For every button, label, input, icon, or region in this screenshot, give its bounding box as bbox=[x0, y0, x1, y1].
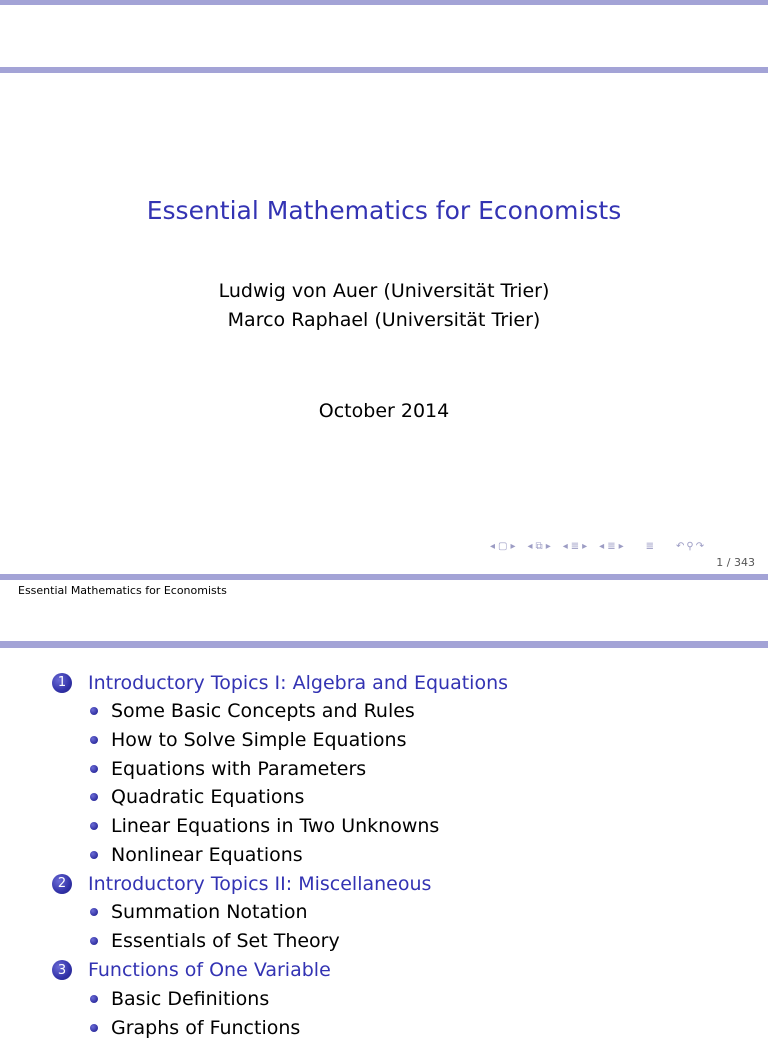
nav-subsection-icon[interactable]: ⧉ bbox=[535, 540, 543, 552]
toc-item[interactable] bbox=[0, 812, 768, 841]
item-label: Summation Notation bbox=[111, 901, 308, 924]
bullet-icon bbox=[90, 937, 98, 945]
slide2-header-bar bbox=[0, 641, 768, 648]
nav-document-icon[interactable]: ≣ bbox=[645, 540, 655, 552]
section-number-badge: 1 bbox=[52, 673, 72, 693]
nav-section-icon[interactable]: ≣ bbox=[570, 540, 580, 552]
toc-item[interactable] bbox=[0, 726, 768, 755]
nav-next-subsection-icon[interactable]: ▸ bbox=[545, 540, 551, 552]
header-bar bbox=[0, 67, 768, 73]
bullet-icon bbox=[90, 822, 98, 830]
page-indicator: 1 / 343 bbox=[716, 556, 755, 569]
authors-block bbox=[0, 277, 768, 335]
nav-frame-icon[interactable]: ▢ bbox=[498, 540, 508, 552]
bullet-icon bbox=[90, 851, 98, 859]
bullet-icon bbox=[90, 707, 98, 715]
section-number-badge: 2 bbox=[52, 874, 72, 894]
nav-prev-section-icon[interactable]: ◂ bbox=[562, 540, 568, 552]
nav-prev-subsection-icon[interactable]: ◂ bbox=[527, 540, 533, 552]
item-label: Graphs of Functions bbox=[111, 1016, 301, 1039]
toc-item[interactable] bbox=[0, 840, 768, 869]
item-label: Some Basic Concepts and Rules bbox=[111, 700, 415, 723]
section-title: Introductory Topics I: Algebra and Equations bbox=[88, 671, 509, 694]
toc-section-1[interactable] bbox=[0, 668, 768, 697]
section-title: Introductory Topics II: Miscellaneous bbox=[88, 872, 432, 895]
section-title: Functions of One Variable bbox=[88, 959, 331, 981]
section-number-badge: 3 bbox=[52, 960, 72, 980]
toc-item[interactable] bbox=[0, 783, 768, 812]
toc-item[interactable] bbox=[0, 898, 768, 927]
nav-part-icon[interactable]: ≣ bbox=[607, 540, 616, 552]
presentation-date: October 2014 bbox=[318, 400, 450, 422]
nav-prev-frame-icon[interactable]: ◂ bbox=[490, 540, 496, 552]
item-label: Linear Equations in Two Unknowns bbox=[111, 815, 440, 838]
bullet-icon bbox=[90, 908, 98, 916]
bullet-icon bbox=[90, 793, 98, 801]
item-label: Essentials of Set Theory bbox=[111, 930, 340, 953]
item-label: Nonlinear Equations bbox=[111, 843, 303, 866]
toc-item[interactable] bbox=[0, 985, 768, 1014]
item-label: Basic Definitions bbox=[111, 987, 270, 1010]
toc-item[interactable] bbox=[0, 697, 768, 726]
item-label: Quadratic Equations bbox=[111, 786, 305, 809]
top-bar bbox=[0, 0, 768, 5]
slide-divider-bar bbox=[0, 574, 768, 580]
presentation-title: Essential Mathematics for Economists bbox=[146, 196, 622, 225]
nav-prev-part-icon[interactable]: ◂ bbox=[599, 540, 605, 552]
beamer-navigation-bar bbox=[490, 538, 762, 554]
slide-header-title: Essential Mathematics for Economists bbox=[18, 584, 227, 597]
toc-item[interactable] bbox=[0, 927, 768, 956]
nav-next-section-icon[interactable]: ▸ bbox=[582, 540, 588, 552]
author-2: Marco Raphael (Universität Trier) bbox=[227, 309, 541, 331]
toc-section-2[interactable] bbox=[0, 869, 768, 898]
bullet-icon bbox=[90, 765, 98, 773]
toc-section-3[interactable] bbox=[0, 956, 768, 985]
author-1: Ludwig von Auer (Universität Trier) bbox=[218, 280, 550, 302]
nav-next-frame-icon[interactable]: ▸ bbox=[510, 540, 516, 552]
toc-item[interactable] bbox=[0, 1013, 768, 1042]
bullet-icon bbox=[90, 736, 98, 744]
bullet-icon bbox=[90, 1024, 98, 1032]
toc-item[interactable] bbox=[0, 754, 768, 783]
nav-forward-icon[interactable]: ↷ bbox=[695, 540, 705, 552]
bullet-icon bbox=[90, 995, 98, 1003]
nav-back-icon[interactable]: ↶ bbox=[676, 540, 685, 552]
item-label: Equations with Parameters bbox=[111, 757, 367, 780]
item-label: How to Solve Simple Equations bbox=[111, 729, 407, 752]
nav-next-part-icon[interactable]: ▸ bbox=[618, 540, 624, 552]
table-of-contents bbox=[0, 668, 768, 1042]
nav-search-icon[interactable]: ⚲ bbox=[686, 540, 694, 552]
